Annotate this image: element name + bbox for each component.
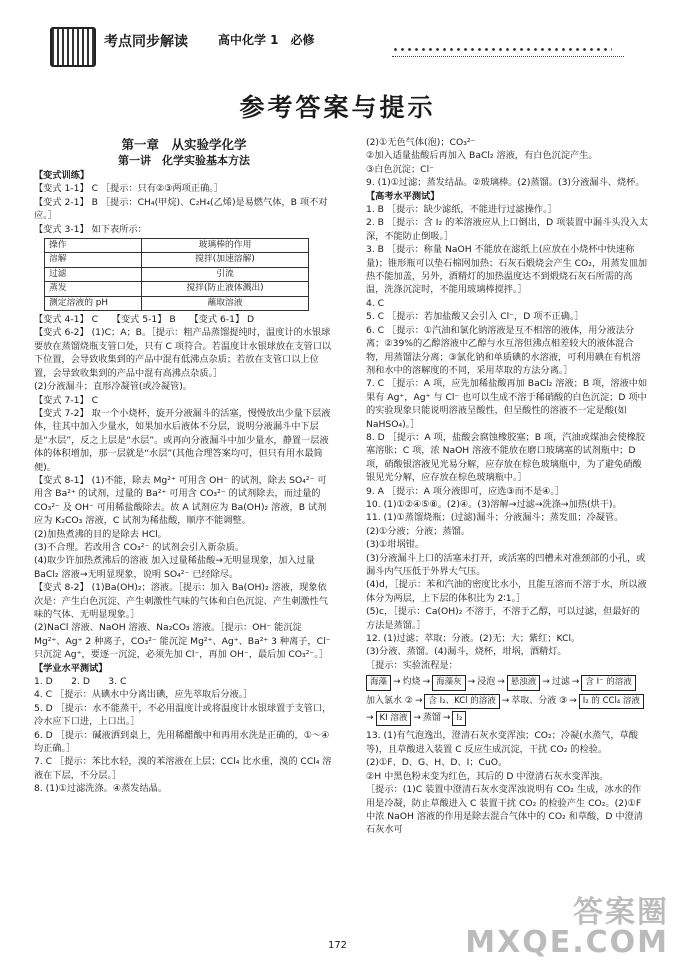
table-row — [45, 282, 309, 296]
arrow-right-icon: → — [366, 713, 374, 724]
answer-line: 【变式 7-1】 C — [34, 394, 99, 406]
answer-line: (2)①分液；分液；蒸馏。 — [366, 525, 470, 537]
flow-box: 含 I⁻ 的溶液 — [581, 675, 635, 690]
flow-row-2 — [366, 694, 648, 727]
chapter-heading: 第一讲 化学实验基本方法 — [118, 154, 250, 167]
answer-line: 1. B ［提示：缺少滤纸，不能进行过滤操作。］ — [366, 204, 557, 216]
arrow-right-icon: → — [422, 677, 431, 688]
flow-box: I₂ — [452, 711, 466, 726]
flow-box: 悬浊液 — [507, 675, 541, 690]
flow-step-label: 萃取、分液 ③ — [511, 695, 568, 706]
answer-line: 13. (1)有气泡逸出，澄清石灰水变浑浊；CO₂；冷凝(水蒸气，草酸等)，且草酸进入装置 C 反应生成沉淀，干扰 CO₂ 的检验。 — [366, 730, 638, 755]
answer-line: 4. C ［提示：从碘水中分离出碘，应先萃取后分液。］ — [34, 689, 253, 701]
flow-row-1 — [366, 675, 648, 690]
book-logo-icon — [50, 27, 96, 67]
arrow-right-icon: → — [501, 695, 510, 706]
flow-box: I₂ 的 CCl₄ 溶液 — [579, 694, 644, 709]
answer-line: 【变式 4-1】 C 【变式 5-1】 B 【变式 6-1】 D — [34, 314, 255, 326]
flow-step-label: 灼烧 — [402, 677, 421, 688]
answer-line: 8. D ［提示：A 项，盐酸会腐蚀橡胶塞；B 项，汽油或煤油会使橡胶塞溶胀；C 项，浓 NaOH 溶液不能放在磨口玻璃塞的试剂瓶中；D 项，硝酸银溶液见光易分解，应存放在棕色玻璃瓶中，为了避免硝酸银见光分解，应存放在棕色玻璃瓶中。］ — [366, 431, 645, 484]
table-cell: 引流 — [142, 267, 309, 281]
watermark-logo: 答案圈 MXQE.COM — [465, 895, 669, 960]
arrow-right-icon: → — [413, 713, 421, 724]
flow-step-label: 蒸馏 — [422, 713, 441, 724]
answer-line: (3)分液漏斗上口的活塞未打开，或活塞的凹槽未对准颈部的小孔，或漏斗内气压低于外界大气压。 — [366, 552, 646, 577]
answer-line: (3)分液、蒸馏。(4)漏斗，烧杯，坩埚，酒精灯。 — [366, 646, 567, 658]
flow-step-label: 加入氯水 ② — [366, 695, 413, 706]
page-header — [0, 0, 675, 72]
book-title: 考点同步解读 — [104, 34, 188, 50]
table-cell: 搅拌(防止液体溅出) — [142, 282, 309, 296]
answer-line: 2. B ［提示：含 I₂ 的苯溶液应从上口倒出，D 项装置中漏斗头没入太深，不能防止倒吸。］ — [366, 217, 649, 242]
header-divider — [392, 56, 624, 57]
answer-line: (2)NaCl 溶液、NaOH 溶液、Na₂CO₃ 溶液。［提示：OH⁻ 能沉淀 Mg²⁺、Ag⁺ 2 种离子，CO₃²⁻ 能沉淀 Mg²⁺、Ag⁺、Ba²⁺ 3 种离子，Cl⁻ 只沉淀 Ag⁺，要逐一沉淀，必须先加 Cl⁻，再加 OH⁻，最后加 CO₃²⁻。］ — [34, 622, 331, 661]
answer-line: 6. D ［提示：碱液洒到桌上，先用稀醋酸中和再用水洗是正确的，①～④均正确。］ — [34, 729, 330, 755]
arrow-right-icon: → — [414, 695, 423, 706]
flow-box: KI 溶液 — [376, 711, 412, 726]
arrow-right-icon: → — [569, 695, 577, 706]
table-header-row — [45, 239, 309, 253]
arrow-right-icon: → — [467, 677, 476, 688]
answer-line: 5. C ［提示：若加盐酸又会引入 Cl⁻，D 项不正确。］ — [366, 311, 584, 323]
answer-line: ［提示：(1)C 装置中澄清石灰水变浑浊说明有 CO₂ 生成，冰水的作用是冷凝，防止草酸进入 C 装置干扰 CO₂ 的检验产生 CO₂。(2)①F 中浓 NaOH 溶液的作用是除去混合气体中的 CO₂ 和草酸，D 中澄清石灰水可 — [366, 784, 643, 836]
answer-line: 【变式 3-1】 如下表所示： — [34, 223, 147, 235]
answer-line: ②H 中黑色粉末变为红色，其后的 D 中澄清石灰水变浑浊。 — [366, 770, 609, 782]
answer-line: 【变式 2-1】 B ［提示：CH₄(甲烷)、C₂H₄(乙烯)是易燃气体，B 项不对应。］ — [34, 196, 328, 222]
arrow-right-icon: → — [442, 713, 451, 724]
answer-line: ②加入适量盐酸后再加入 BaCl₂ 溶液，有白色沉淀产生。 — [366, 150, 598, 162]
header-dots-decoration — [392, 46, 612, 54]
answer-line: 6. C ［提示：①汽油和氯化钠溶液是互不相溶的液体，用分液法分离；②39%的乙醇溶液中乙醇与水互溶但沸点相差较大的液体混合物，用蒸馏法分离；③氯化钠和单质碘的水溶液，可利用碘在有机溶剂和水中的溶解度的不同，采用萃取的方法分离。］ — [366, 324, 641, 376]
answer-line: 9. A ［提示：A 项分液即可，应选③而不是④。］ — [366, 485, 565, 497]
table-header-cell: 操作 — [45, 239, 142, 253]
answer-line: 【变式 6-2】 (1)C；A；B。［提示：粗产品蒸馏提纯时，温度计的水银球要放在蒸馏烧瓶支管口处，只有 C 项符合。若温度计水银球放在支管口以下位置，会导致收集到的产品中混有低沸点杂质；若放在支管口以上位置，会导致收集到的产品中混有高沸点杂质。］ — [34, 327, 332, 379]
answer-line: (2)分液漏斗；直形冷凝管(或冷凝管)。 — [34, 381, 192, 393]
answer-line: 【变式 1-1】 C ［提示：只有②③两项正确。］ — [34, 183, 224, 195]
table-cell: 蘸取溶液 — [142, 296, 309, 310]
flow-intro: ［提示：实验流程是： — [366, 659, 458, 671]
right-column — [366, 136, 648, 837]
table-cell: 搅拌(加速溶解) — [142, 253, 309, 267]
flow-step-label: 浸泡 — [477, 677, 496, 688]
section-heading: 【变式训练】 — [34, 170, 90, 181]
arrow-right-icon: → — [497, 677, 505, 688]
page-number: 172 — [327, 940, 348, 951]
answer-line: (2)①F、D、G、H、D、I；CuO。 — [366, 757, 508, 769]
table-row — [45, 296, 309, 310]
table-cell: 测定溶液的 pH — [45, 296, 142, 310]
answer-line: 8. (1)①过滤洗涤。④蒸发结晶。 — [34, 783, 168, 795]
answer-line: 【变式 8-2】 (1)Ba(OH)₂；溶液。［提示：加入 Ba(OH)₂ 溶液，现象依次是：产生白色沉淀、产生刺激性气味的气体和白色沉淀、产生刺激性气味的气体、无明显现象。］ — [34, 582, 328, 620]
flow-step-label: 过滤 — [551, 677, 570, 688]
answer-line: (5)c，［提示：Ca(OH)₂ 不溶于，不溶于乙醇，可以过滤，但最好的方法是蒸馏。］ — [366, 606, 640, 631]
answer-line: 9. (1)①过滤；蒸发结晶。②玻璃棒。(2)蒸馏。(3)分液漏斗、烧杯。 — [366, 177, 645, 189]
answer-line: 【变式 7-2】 取一个小烧杯，旋开分液漏斗的活塞，慢慢放出少量下层液体，往其中加入少量水，如果加水后液体不分层，说明分液漏斗中下层是“水层”，反之上层是“水层”。或再向分液漏斗中加少量水，静置一层液体的体积增加，那一层就是“水层”(其他合理答案均可，但只有用水最简便)。 — [34, 407, 331, 473]
arrow-right-icon: → — [393, 677, 401, 688]
answer-line: 7. C ［提示：A 项，应先加稀盐酸再加 BaCl₂ 溶液；B 项，溶液中如果有 Ag⁺，Ag⁺ 与 Cl⁻ 也可以生成不溶于稀硝酸的白色沉淀；D 项中的实验现象只能说明溶液呈酸性，但呈酸性的溶液不一定是酸(如 NaHSO₄)。］ — [366, 378, 648, 430]
answer-line: 【变式 8-1】 (1)不能，除去 Mg²⁺ 可用含 OH⁻ 的试剂，除去 SO₄²⁻ 可用含 Ba²⁺ 的试剂，过量的 Ba²⁺ 可用含 CO₃²⁻ 的试剂除去，而过量的 CO₃²⁻ 及 OH⁻ 可用稀盐酸除去。故 A 试剂应为 Ba(OH)₂ 溶液，B 试剂应为 K₂CO₃ 溶液，C 试剂为稀盐酸，顺序不能调整。 — [34, 474, 327, 527]
chapter-heading: 第一章 从实验学化学 — [121, 137, 247, 152]
answer-line: 11. (1)①蒸馏烧瓶；(过滤)漏斗；分液漏斗；蒸发皿；冷凝管。 — [366, 512, 624, 524]
table-cell: 过滤 — [45, 267, 142, 281]
answer-line: (4)d，［提示：苯和汽油的密度比水小，且能互溶而不溶于水，所以液体分为两层，上下层的体积比为 2∶1。］ — [366, 579, 647, 604]
answer-line: 7. C ［提示：苯比水轻，溴的苯溶液在上层；CCl₄ 比水重，溴的 CCl₄ 溶液在下层，不分层。］ — [34, 756, 332, 781]
table-row — [45, 267, 309, 281]
table-header-cell: 玻璃棒的作用 — [142, 239, 309, 253]
page-title: 参考答案与提示 — [239, 93, 436, 122]
book-subject: 高中化学 1 必修 — [218, 33, 315, 47]
answer-line: ③白色沉淀；Cl⁻ — [366, 163, 434, 175]
answer-line: 3. B ［提示：称量 NaOH 不能放在滤纸上(应放在小烧杯中快速称量)；锥形瓶可以垫石棉网加热；石灰石煅烧会产生 CO₂，用蒸发皿加热不能加盖，另外，酒精灯的加热温度达不到煅烧石灰石所需的高温，洗涤沉淀时，不能用玻璃棒搅拌。］ — [366, 244, 648, 296]
answer-line: (2)加热煮沸的目的是除去 HCl。 — [34, 528, 167, 540]
arrow-right-icon: → — [571, 677, 580, 688]
glass-rod-table — [44, 238, 309, 311]
answer-line: (2)①无色气体(泡)；CO₃²⁻ — [366, 137, 476, 148]
flow-box: 海藻 — [366, 675, 391, 690]
flow-box: 海藻灰 — [432, 675, 466, 690]
section-heading: 【学业水平测试】 — [34, 662, 108, 674]
table-cell: 蒸发 — [45, 282, 142, 296]
left-column — [34, 136, 334, 796]
answer-line: (3)①坩埚钳。 — [366, 539, 425, 551]
answer-line: 1. D 2. D 3. C — [34, 676, 127, 688]
section-heading: 【高考水平测试】 — [366, 190, 440, 202]
answer-line: (4)取少许加热煮沸后的溶液 加入过量稀盐酸→无明显现象，加入过量 BaCl₂ 溶液→无明显现象，说明 SO₄²⁻ 已经除尽。 — [34, 555, 315, 580]
table-cell: 溶解 — [45, 253, 142, 267]
answer-line: 4. C — [366, 297, 385, 309]
flow-box: 含 I₂、KCl 的溶液 — [424, 694, 499, 709]
answer-line: 10. (1)①②④⑤⑧。(2)④。(3)溶解→过滤→洗涤→加热(烘干)。 — [366, 498, 622, 510]
table-row — [45, 253, 309, 267]
answer-line: 12. (1)过滤；萃取；分液。(2)无；大；紫红；KCl。 — [366, 633, 581, 645]
answer-line: 5. D ［提示：水不能蒸干，不必用温度计或将温度计水银球置于支管口，冷水应下口进，上口出。］ — [34, 702, 332, 728]
arrow-right-icon: → — [542, 677, 550, 688]
answer-line: (3)不合理。若改用含 CO₃²⁻ 的试剂会引入新杂质。 — [34, 541, 245, 553]
